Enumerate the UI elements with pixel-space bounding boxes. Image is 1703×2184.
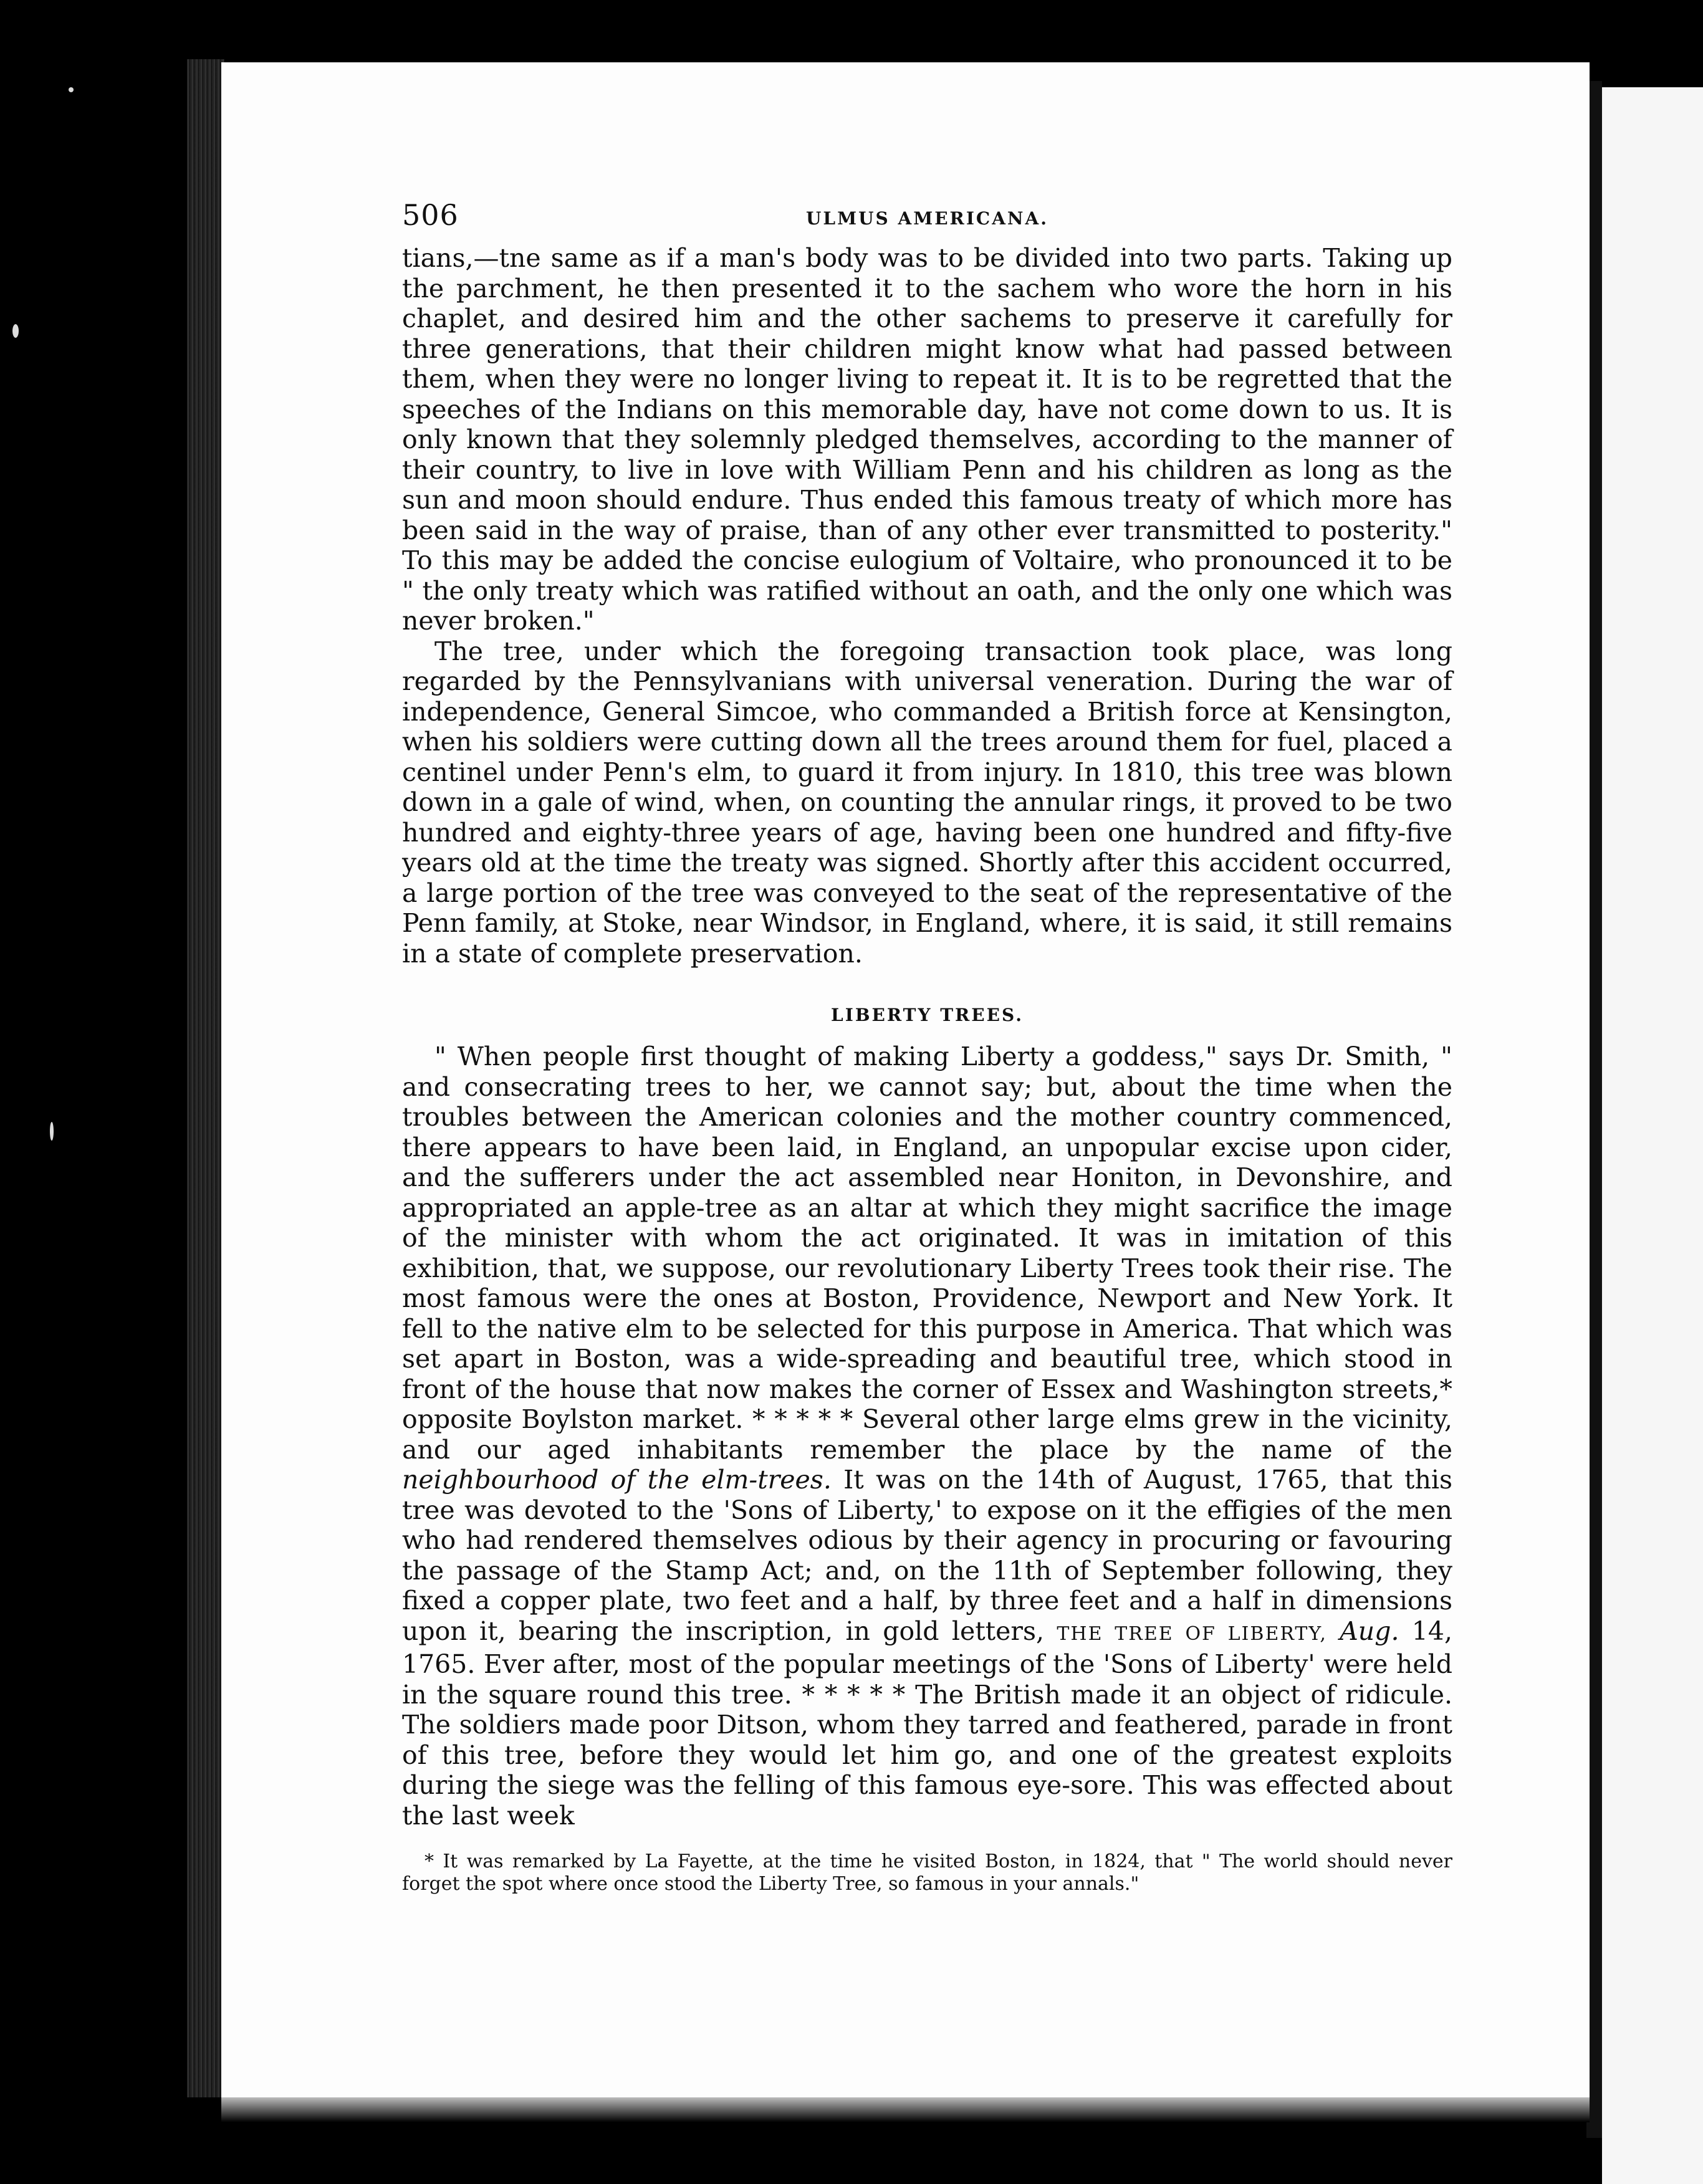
body-text	[402, 243, 1452, 1831]
facing-page-edge	[1602, 87, 1703, 2184]
footnote: * It was remarked by La Fayette, at the time he visited Boston, in 1824, that " The world should never forget the spot where once stood the Liberty Tree, so famous in your annals."	[402, 1851, 1452, 1895]
dust-speck	[12, 324, 19, 338]
running-title: ULMUS AMERICANA.	[806, 208, 1048, 229]
section-heading: LIBERTY TREES.	[831, 1005, 1024, 1025]
liberty-inscription: THE TREE OF LIBERTY,	[1057, 1622, 1327, 1645]
liberty-italic-aug: Aug.	[1340, 1616, 1399, 1646]
liberty-italic-neighbourhood: neighbourhood of the elm-trees.	[402, 1465, 832, 1495]
liberty-text-part2: It was on the 14th of August, 1765, that this tree was devoted to the 'Sons of Liberty,' to expose on it the effigies of the men who had rendered themselves odious by their agency in procuring or favouring the passage of the Stamp Act; and, on the 11th of September following, they fixed a copper plate, two feet and a half, by three feet and a half in dimensions upon it, bearing the inscription, in gold letters,	[402, 1465, 1452, 1646]
page-number: 506	[402, 198, 459, 232]
paragraph-penn-elm: The tree, under which the foregoing transaction took place, was long regarded by the Pennsylvanians with universal veneration. During the war of independence, General Simcoe, who commanded a British force at Kensington, when his soldiers were cutting down all the trees around them for fuel, placed a centinel under Penn's elm, to guard it from injury. In 1810, this tree was blown down in a gale of wind, when, on counting the annular rings, it proved to be two hundred and eighty-three years of age, having been one hundred and fifty-five years old at the time the treaty was signed. Shortly after this accident occurred, a large portion of the tree was conveyed to the seat of the representative of the Penn family, at Stoke, near Windsor, in England, where, it is said, it still remains in a state of complete preservation.	[402, 636, 1452, 969]
running-head	[402, 193, 1452, 243]
page-content	[402, 193, 1452, 1895]
paragraph-treaty-continued: tians,—tne same as if a man's body was to be divided into two parts. Taking up the parchment, he then presented it to the sachem who wore the horn in his chaplet, and desired him and the other sachems to preserve it carefully for three generations, that their children might know what had passed between them, when they were no longer living to repeat it. It is to be regretted that the speeches of the Indians on this memorable day, have not come down to us. It is only known that they solemnly pledged themselves, according to the manner of their country, to live in love with William Penn and his children as long as the sun and moon should endure. Thus ended this famous treaty of which more has been said in the way of praise, than of any other ever transmitted to posterity." To this may be added the concise eulogium of Voltaire, who pronounced it to be " the only treaty which was ratified without an oath, and the only one which was never broken."	[402, 243, 1452, 636]
liberty-text-part1: " When people first thought of making Liberty a goddess," says Dr. Smith, " and consecrating trees to her, we cannot say; but, about the time when the troubles between the American colonies and the mother country commenced, there appears to have been laid, in England, an unpopular excise upon cider, and the sufferers under the act assembled near Honiton, in Devonshire, and appropriated an apple-tree as an altar at which they might sacrifice the image of the minister with whom the act originated. It was in imitation of this exhibition, that, we suppose, our revolutionary Liberty Trees took their rise. The most famous were the ones at Boston, Providence, Newport and New York. It fell to the native elm to be selected for this purpose in America. That which was set apart in Boston, was a wide-spreading and beautiful tree, which stood in front of the house that now makes the corner of Essex and Washington streets,* opposite Boylston market. * * * * * Several other large elms grew in the vicinity, and our aged inhabitants remember the place by the name of the	[402, 1042, 1452, 1465]
dust-speck	[69, 87, 74, 92]
paragraph-liberty-trees	[402, 1042, 1452, 1831]
book-page-edges	[187, 59, 224, 2097]
page-bottom-shadow	[221, 2097, 1590, 2122]
dust-speck	[50, 1122, 54, 1141]
liberty-text-part3: 14, 1765. Ever after, most of the popular meetings of the 'Sons of Liberty' were held in the square round this tree. * * * * * The British made it an object of ridicule. The soldiers made poor Ditson, whom they tarred and feathered, parade in front of this tree, before they would let him go, and one of the greatest exploits during the siege was the felling of this famous eye-sore. This was effected about the last week	[402, 1616, 1452, 1831]
